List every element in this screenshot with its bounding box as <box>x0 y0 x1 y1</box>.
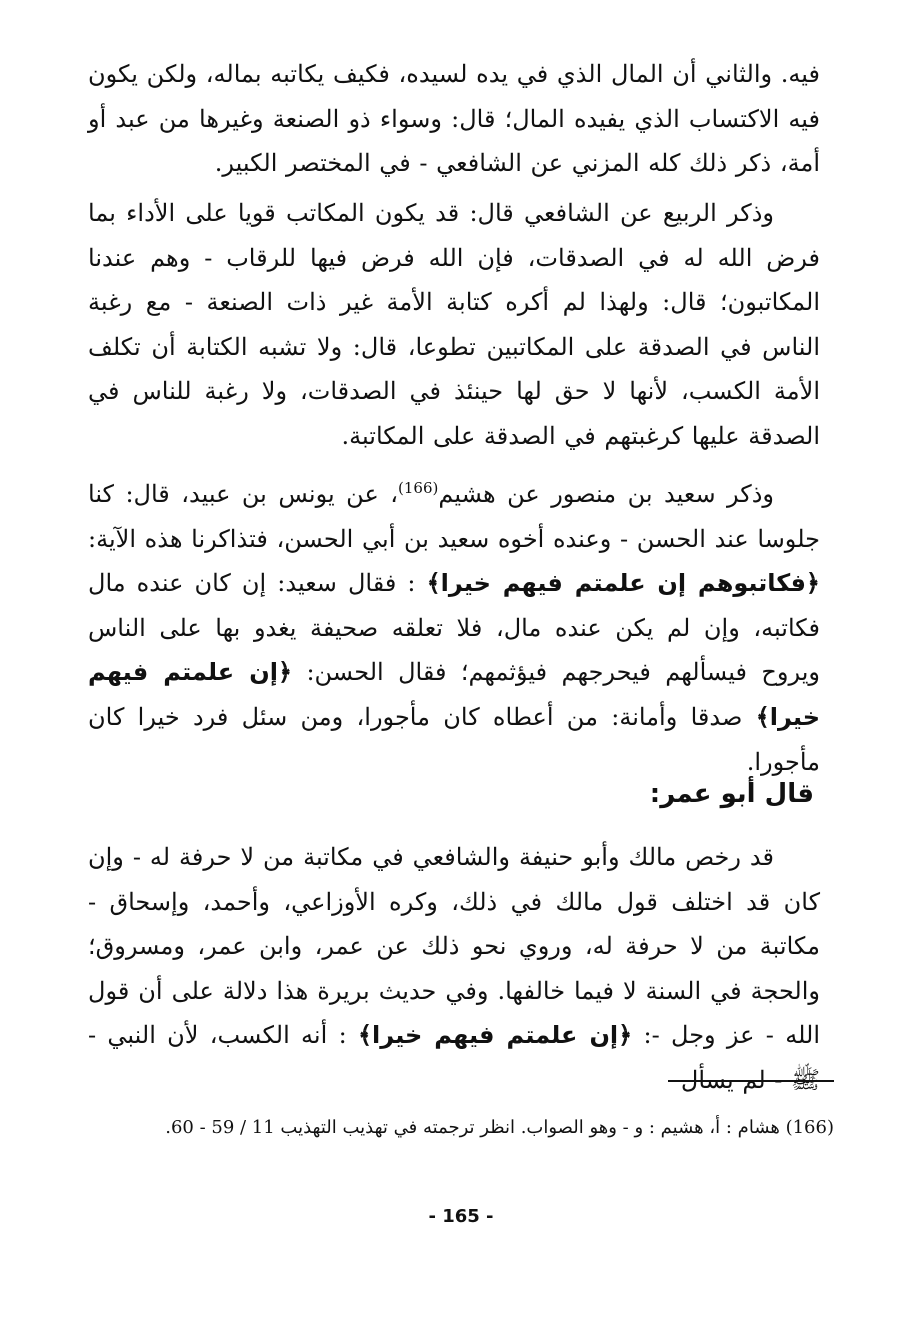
paragraph-3-part-4: صدقا وأمانة: من أعطاه كان مأجورا، ومن سئل فرد خيرا كان مأجورا. <box>88 702 820 776</box>
footnote: (166) هشام : أ، هشيم : و - وهو الصواب. انظر ترجمته في تهذيب التهذيب 11 / 59 - 60. <box>165 1117 834 1138</box>
paragraph-4-part-2: : أنه الكسب، لأن النبي - ﷺ - لم يسأل <box>88 1021 820 1094</box>
paragraph-2 <box>88 191 820 459</box>
paragraph-3-part-2: ، عن يونس بن عبيد، قال: كنا جلوسا عند الحسن - وعنده أخوه سعيد بن أبي الحسن، فتذاكرنا هذه الآية: <box>88 480 820 553</box>
quran-verse-2: ﴿إن علمتم فيهم خيرا﴾ <box>88 658 820 731</box>
paragraph-3-part-1: وذكر سعيد بن منصور عن هشيم <box>438 480 774 508</box>
paragraph-1-text: فيه. والثاني أن المال الذي في يده لسيده، فكيف يكاتبه بماله، ولكن يكون فيه الاكتساب الذي يفيده المال؛ قال: وسواء ذو الصنعة وغيرها من عبد أو أمة، ذكر ذلك كله المزني عن الشافعي - في المختصر الكبير. <box>88 60 820 178</box>
paragraph-2-body: وذكر الربيع عن الشافعي قال: قد يكون المكاتب قويا على الأداء بما فرض الله له في الصدقات، فإن الله فرض فيها للرقاب - وهم عندنا المكاتبون؛ قال: ولهذا لم أكره كتابة الأمة غير ذات الصنعة - مع رغبة الناس في الصدقة على المكاتبين تطوعا، قال: ولا تشبه الكتابة أن تكلف الأمة الكسب، لأنها لا حق لها حينئذ في الصدقات، ولا رغبة للناس في الصدقة عليها كرغبتهم في الصدقة على المكاتبة. <box>88 199 820 450</box>
page-number: - 165 - <box>428 1206 494 1227</box>
paragraph-3-part-3: : فقال سعيد: إن كان عنده مال فكاتبه، وإن لم يكن عنده مال، فلا تعلقه صحيفة يغدو بها على الناس ويروح فيسألهم فيحرجهم فيؤثمهم؛ فقال الحسن: <box>88 569 820 687</box>
paragraph-4-text <box>88 835 820 1103</box>
paragraph-1 <box>88 52 820 186</box>
quran-verse-3: ﴿إن علمتم فيهم خيرا﴾ <box>357 1021 633 1050</box>
paragraph-4-part-1: قد رخص مالك وأبو حنيفة والشافعي في مكاتبة من لا حرفة له - وإن كان قد اختلف قول مالك في ذلك، وكره الأوزاعي، وأحمد، وإسحاق - مكاتبة من لا حرفة له، وروي نحو ذلك عن عمر، وابن عمر، ومسروق؛ والحجة في السنة لا فيما خالفها. وفي حديث بريرة هذا دلالة على أن قول الله - عز وجل -: <box>88 843 820 1050</box>
paragraph-3 <box>88 466 820 784</box>
footnote-reference: (166) <box>398 479 439 497</box>
footnote-divider <box>668 1080 834 1082</box>
paragraph-2-text <box>88 191 820 459</box>
quran-verse-1: ﴿فكاتبوهم إن علمتم فيهم خيرا﴾ <box>426 569 820 598</box>
paragraph-3-text <box>88 466 820 784</box>
paragraph-4 <box>88 835 820 1103</box>
section-heading: قال أبو عمر: <box>649 779 814 809</box>
